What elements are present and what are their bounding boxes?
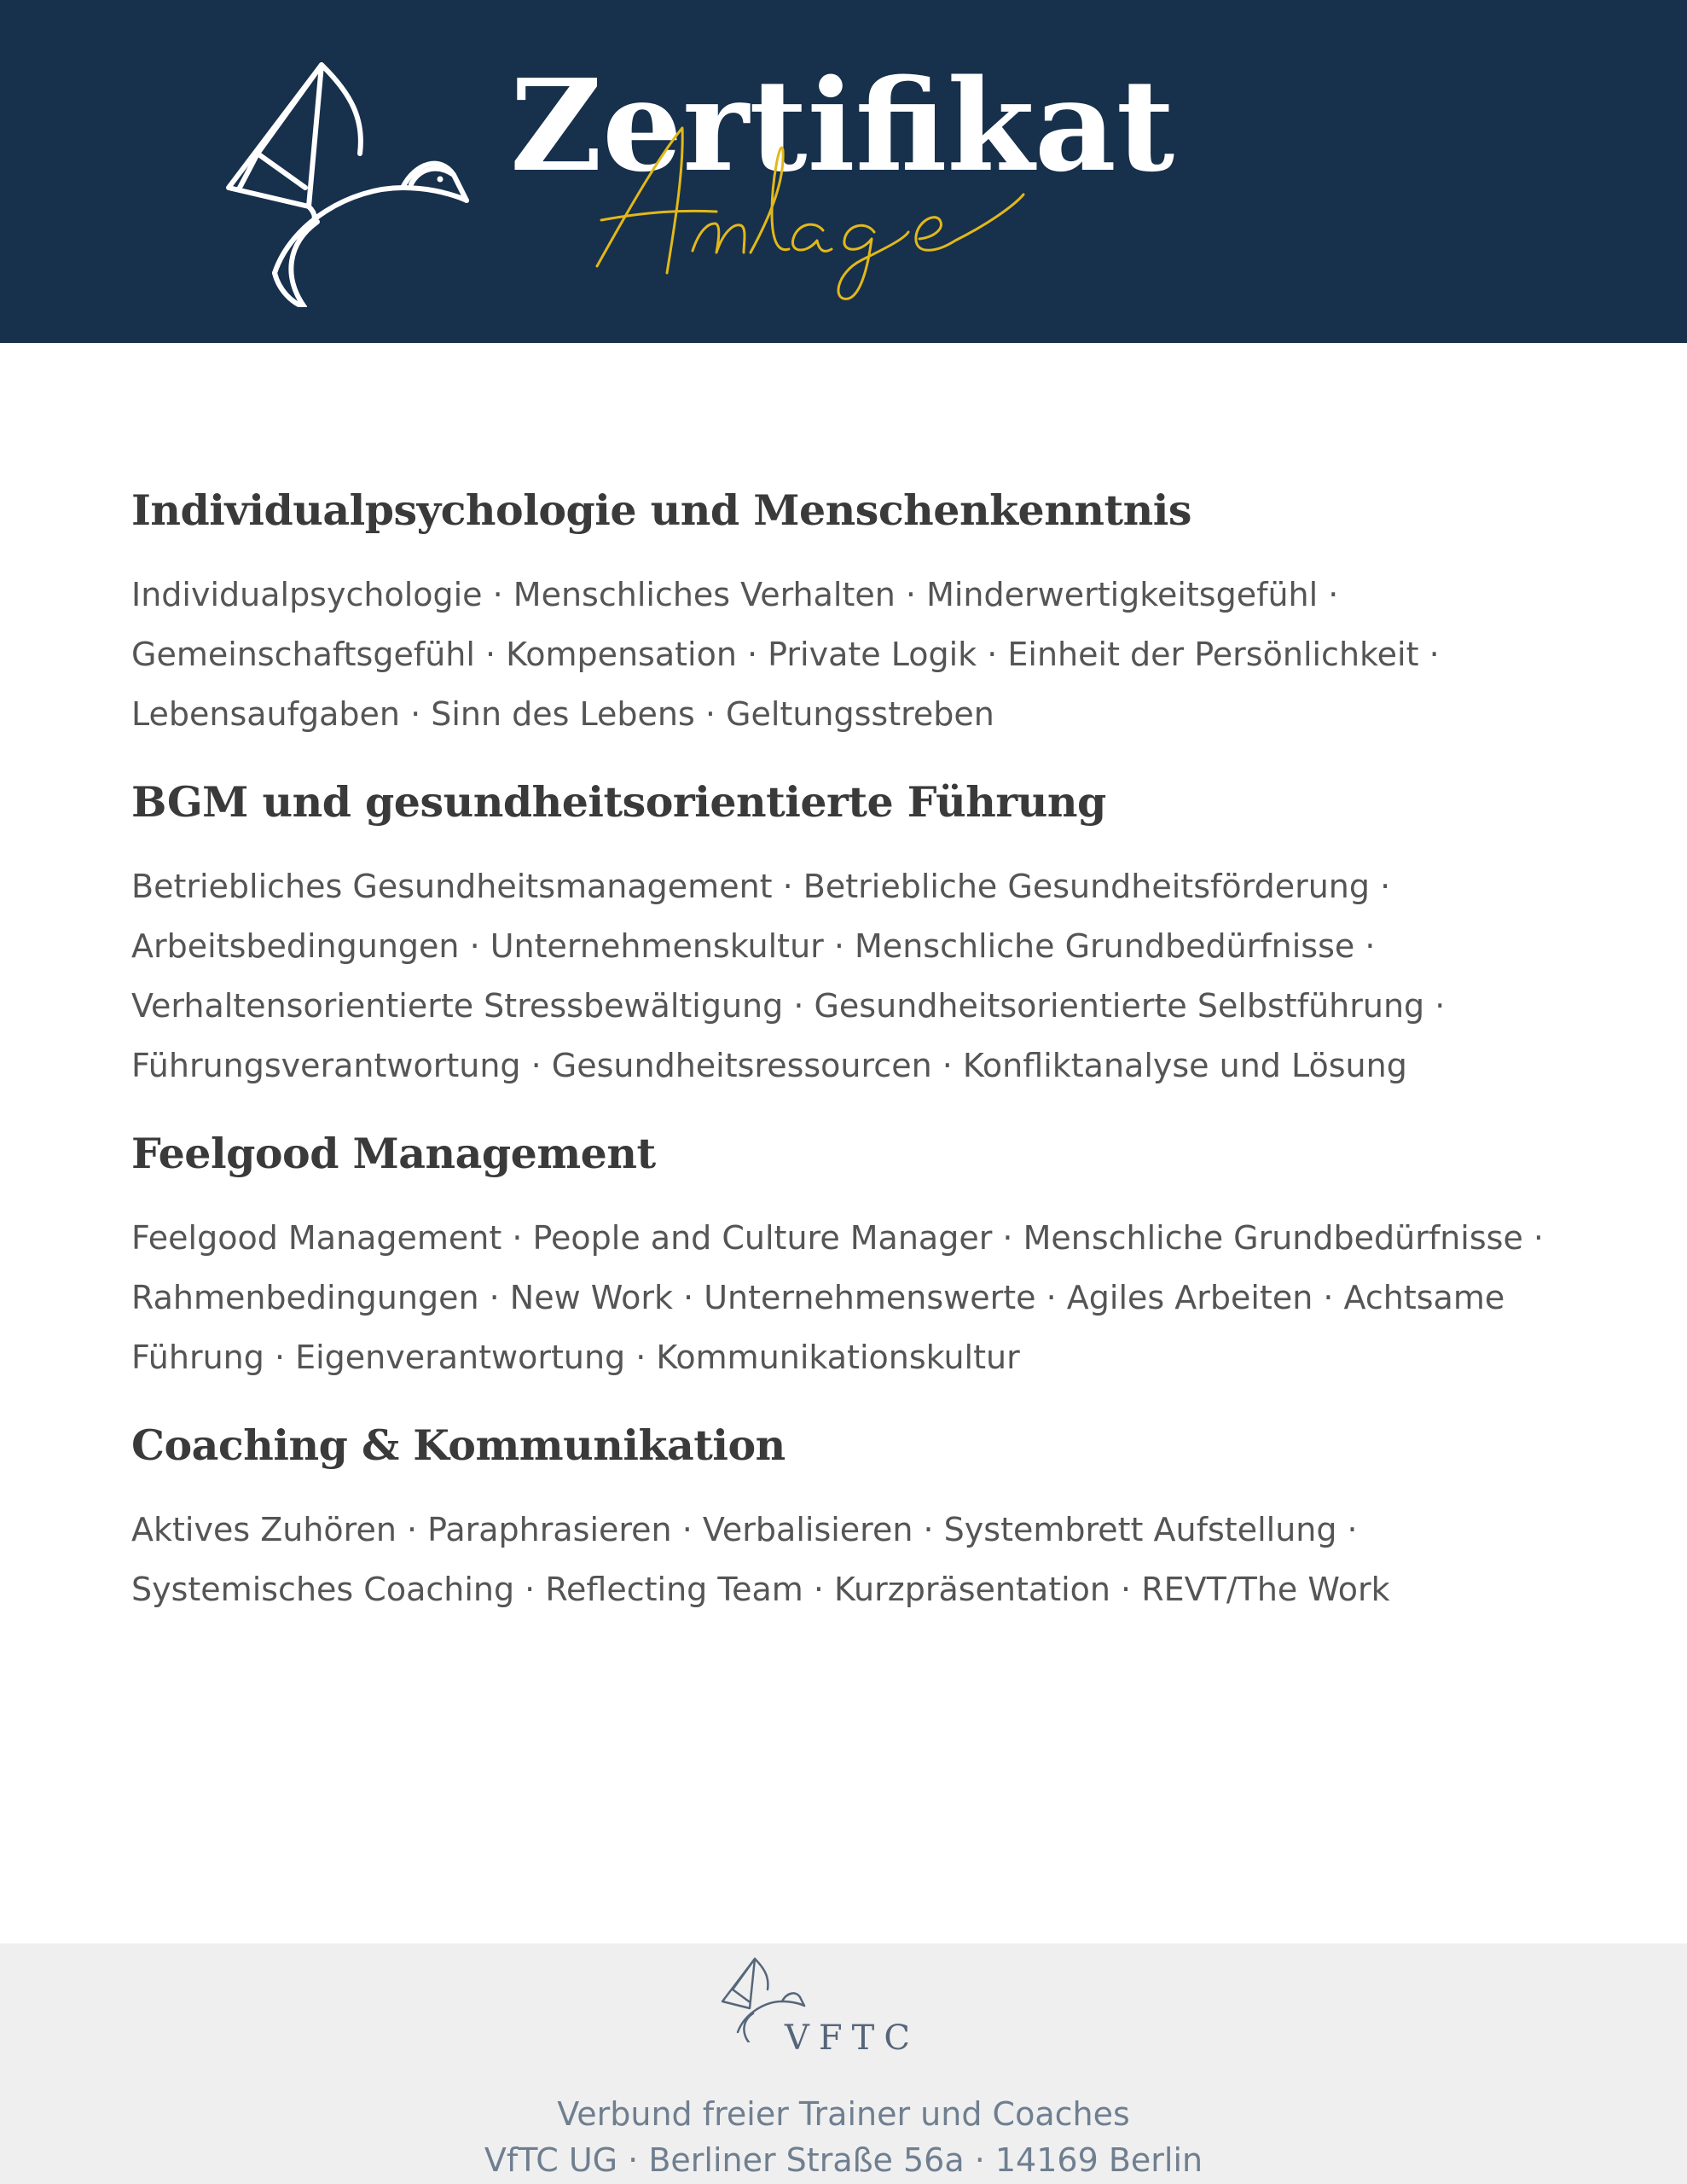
section-body: Individualpsychologie · Menschliches Verhalten · Minderwertigkeitsgefühl · Gemeinschaftsgefühl · Kompensation · Private Logik · Einheit der Persönlichkeit · Lebensaufgaben · Sinn des Lebens · Geltungsstreben bbox=[131, 576, 1440, 733]
section-heading: Individualpsychologie und Menschenkenntnis bbox=[131, 485, 1191, 535]
section-individualpsychologie bbox=[131, 468, 1581, 744]
section-heading: BGM und gesundheitsorientierte Führung bbox=[131, 777, 1106, 827]
footer-address: VfTC UG · Berliner Straße 56a · 14169 Berlin bbox=[484, 2141, 1203, 2179]
bird-book-logo-icon bbox=[223, 60, 471, 307]
certificate-content bbox=[131, 468, 1581, 1635]
section-bgm bbox=[131, 759, 1581, 1095]
footer-organization-name: Verbund freier Trainer und Coaches bbox=[557, 2095, 1130, 2133]
section-body: Betriebliches Gesundheitsmanagement · Betriebliche Gesundheitsförderung · Arbeitsbedingungen · Unternehmenskultur · Menschliche Grundbedürfnisse · Verhaltensorientierte Stressbewältigung · Gesundheitsorientierte Selbstführung · Führungsverantwortung · Gesundheitsressourcen · Konfliktanalyse und Lösung bbox=[131, 868, 1446, 1084]
section-body: Aktives Zuhören · Paraphrasieren · Verbalisieren · Systembrett Aufstellung · Systemisches Coaching · Reflecting Team · Kurzpräsentation · REVT/The Work bbox=[131, 1511, 1390, 1608]
certificate-title: Zertifikat bbox=[510, 51, 1175, 200]
certificate-header bbox=[0, 0, 1687, 343]
footer-brand: VFTC bbox=[785, 2018, 919, 2058]
section-heading: Feelgood Management bbox=[131, 1129, 656, 1178]
certificate-footer bbox=[0, 1943, 1687, 2184]
section-body: Feelgood Management · People and Culture Manager · Menschliche Grundbedürfnisse · Rahmenbedingungen · New Work · Unternehmenswerte · Agiles Arbeiten · Achtsame Führung · Eigenverantwortung · Kommunikationskultur bbox=[131, 1219, 1544, 1376]
section-feelgood bbox=[131, 1111, 1581, 1387]
section-coaching bbox=[131, 1403, 1581, 1619]
section-heading: Coaching & Kommunikation bbox=[131, 1420, 786, 1470]
